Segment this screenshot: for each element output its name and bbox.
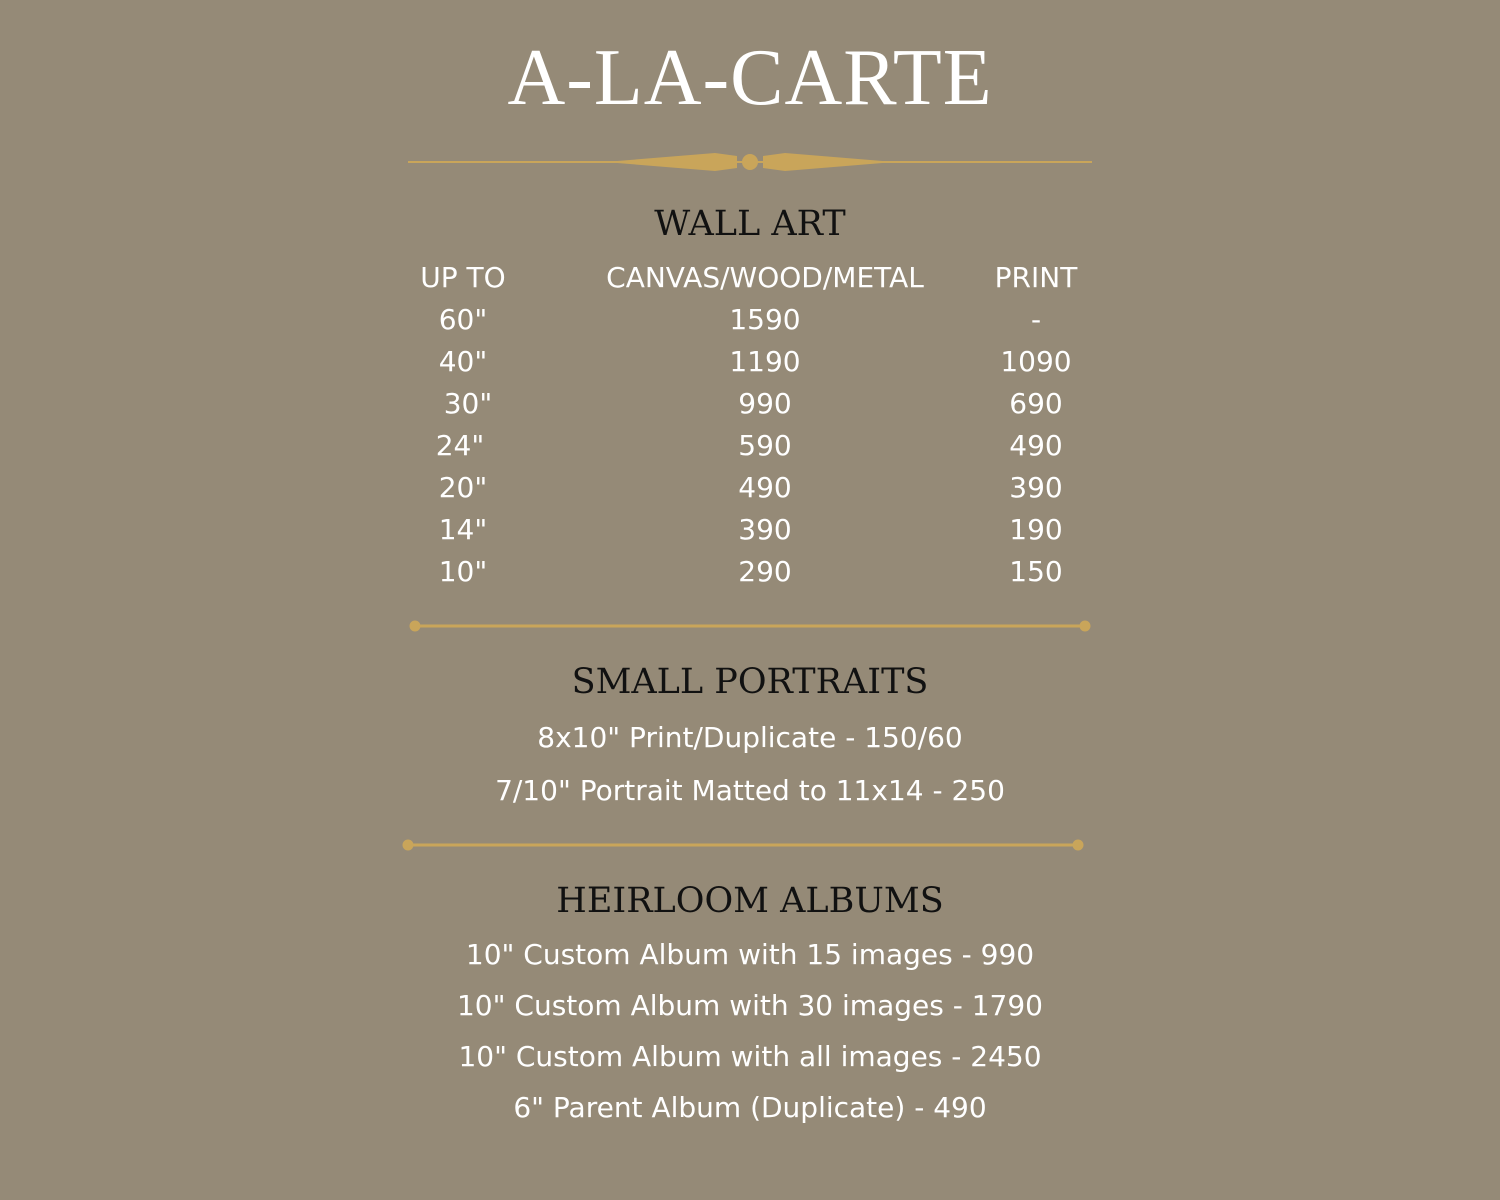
table-cell-print-price: 390 [1009, 471, 1063, 504]
list-item: 10" Custom Album with all images - 2450 [458, 1040, 1042, 1073]
table-cell-print-price: 490 [1009, 429, 1063, 462]
table-cell-canvas-price: 590 [738, 429, 792, 462]
list-item: 8x10" Print/Duplicate - 150/60 [537, 721, 963, 754]
wall-art-heading: WALL ART [654, 204, 846, 244]
table-cell-size: 60" [438, 303, 488, 336]
table-cell-canvas-price: 290 [738, 555, 792, 588]
table-cell-size: 14" [438, 513, 488, 546]
section-divider [393, 835, 1093, 855]
table-cell-size: 24" [435, 429, 485, 462]
table-cell-print-price: 690 [1009, 387, 1063, 420]
table-cell-canvas-price: 990 [738, 387, 792, 420]
table-cell-canvas-price: 1190 [729, 345, 801, 378]
table-cell-print-price: - [1030, 303, 1042, 336]
list-item: 6" Parent Album (Duplicate) - 490 [513, 1091, 987, 1124]
ornament-divider [400, 142, 1100, 182]
table-cell-print-price: 190 [1009, 513, 1063, 546]
heirloom-albums-heading: HEIRLOOM ALBUMS [556, 881, 944, 921]
small-portraits-heading: SMALL PORTRAITS [571, 662, 929, 702]
list-item: 10" Custom Album with 15 images - 990 [465, 938, 1035, 971]
table-cell-canvas-price: 1590 [729, 303, 801, 336]
table-cell-size: 10" [438, 555, 488, 588]
table-cell-size: 20" [438, 471, 488, 504]
page-title: A-LA-CARTE [507, 34, 993, 122]
list-item: 7/10" Portrait Matted to 11x14 - 250 [495, 774, 1005, 807]
table-cell-size: 40" [438, 345, 488, 378]
table-cell-canvas-price: 390 [738, 513, 792, 546]
table-cell-canvas-price: 490 [738, 471, 792, 504]
section-divider [400, 616, 1100, 636]
table-cell-size: 30" [443, 387, 493, 420]
column-header-print: PRINT [994, 261, 1078, 294]
table-cell-print-price: 150 [1009, 555, 1063, 588]
column-header-up-to: UP TO [420, 261, 506, 294]
list-item: 10" Custom Album with 30 images - 1790 [456, 989, 1043, 1022]
table-cell-print-price: 1090 [1000, 345, 1072, 378]
column-header-canvas: CANVAS/WOOD/METAL [606, 261, 924, 294]
